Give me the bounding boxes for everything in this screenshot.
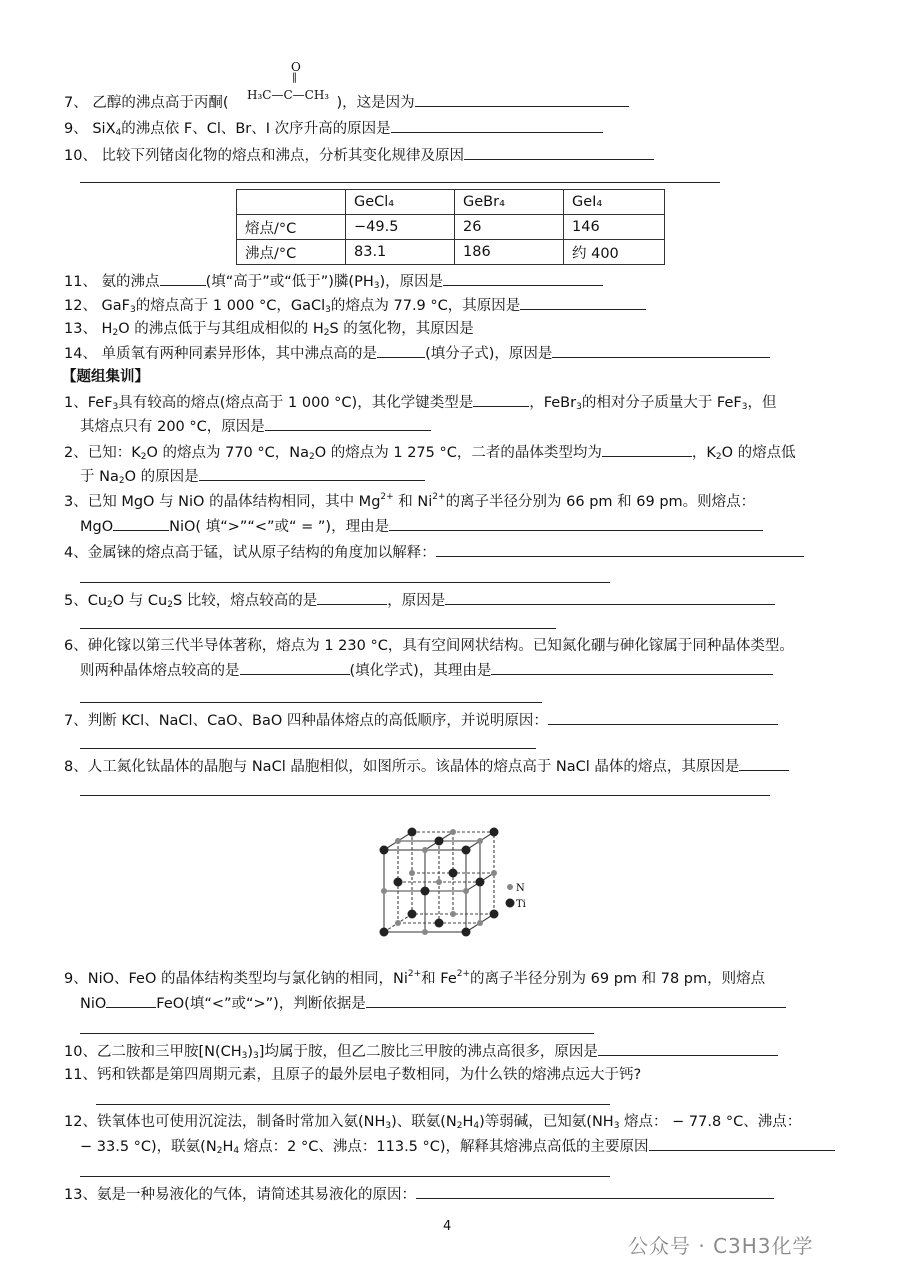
answer-blank[interactable] [416,1184,774,1199]
answer-line[interactable] [96,1104,610,1105]
t8-line: 8、人工氮化钛晶体的晶胞与 NaCl 晶胞相似，如图所示。该晶体的熔点高于 NaCl 晶体的熔点，其原因是 [64,756,789,777]
legend-n: N [516,883,525,894]
t3-line-2: MgO NiO( 填“>”“<”或“ = ”)，理由是 [80,516,763,537]
answer-blank[interactable] [199,466,425,481]
t9-line: 9、NiO、FeO 的晶体结构类型均与氯化钠的相同，$Ni^{2+}$和 $Fe^{2+}$的离子半径分别为 69 pm 和 78 pm，则熔点 [64,969,766,987]
answer-line[interactable] [80,702,542,703]
answer-blank[interactable] [265,416,431,431]
answer-line[interactable] [80,1033,594,1034]
answer-blank[interactable] [602,442,692,457]
t3-line: 3、已知 MgO 与 NiO 的晶体结构相同，其中 $Mg^{2+}$ 和 $Ni^{2+}$的离子半径分别为 66 pm 和 69 pm。则熔点： [64,492,756,510]
watermark: 公众号 · C3H3化学 [628,1234,814,1258]
answer-blank[interactable] [520,295,646,310]
answer-blank[interactable] [106,993,156,1008]
answer-blank[interactable] [443,271,603,286]
answer-blank[interactable] [649,1136,835,1151]
answer-blank[interactable] [445,590,775,605]
q14-line: 14、 单质氧有两种同素异形体，其中沸点高的是 (填分子式)，原因是 [64,343,770,364]
answer-blank[interactable] [436,542,804,557]
answer-blank[interactable] [552,343,770,358]
answer-blank[interactable] [415,92,629,107]
answer-blank[interactable] [366,993,786,1008]
t12-line-2: − 33.5 °C)，联氨($N_2H_4$ 熔点：2 °C、沸点：113.5 °C)，解释其熔沸点高低的主要原因 [80,1136,835,1157]
answer-blank[interactable] [160,271,206,286]
q12-line: 12、 GaF$_3$的熔点高于 1 000 °C，GaCl$_3$的熔点为 77.9 °C，其原因是 [64,295,646,316]
q10-line: 10、 比较下列锗卤化物的熔点和沸点，分析其变化规律及原因 [64,145,654,166]
t5-line: 5、$Cu_2O$ 与 $Cu_2S$ 比较，熔点较高的是 ，原因是 [64,590,775,611]
t11-line: 11、钙和铁都是第四周期元素，且原子的最外层电子数相同，为什么铁的熔沸点远大于钙? [64,1067,642,1083]
t4-line: 4、金属铼的熔点高于锰，试从原子结构的角度加以解释： [64,542,804,563]
answer-line[interactable] [80,795,770,796]
t7-line: 7、判断 KCl、NaCl、CaO、BaO 四种晶体熔点的高低顺序，并说明原因： [64,710,778,731]
q11-line: 11、 氨的沸点 (填“高于”或“低于”)膦$(PH_3)$，原因是 [64,271,603,292]
answer-line[interactable] [80,182,720,183]
page-number: 4 [443,1219,452,1234]
answer-blank[interactable] [464,145,654,160]
t2-line-2: 于 $Na_2O$ 的原因是 [80,466,425,487]
t6-line: 6、砷化镓以第三代半导体著称，熔点为 1 230 °C，具有空间网状结构。已知氮化硼与砷化镓属于同种晶体类型。 [64,638,794,654]
answer-blank[interactable] [598,1041,778,1056]
legend-ti: Ti [516,899,526,910]
answer-blank[interactable] [548,710,778,725]
t2-line: 2、已知：$K_2O$ 的熔点为 770 °C，$Na_2O$ 的熔点为 1 275 °C，二者的晶体类型均为 ，$K_2O$ 的熔点低 [64,442,796,463]
answer-blank[interactable] [739,756,789,771]
tin-crystal-figure [370,822,540,946]
germanium-halide-table: GeCl₄ GeBr₄ GeI₄ 熔点/°C −49.5 26 146 沸点/°C 83.1 186 约 400 [236,189,665,265]
answer-blank[interactable] [317,590,387,605]
q7-line: 7、 乙醇的沸点高于丙酮( )，这是因为 [64,92,629,113]
answer-line[interactable] [80,628,556,629]
t9-line-2: NiO FeO(填“<”或“>”)，判断依据是 [80,993,786,1014]
answer-blank[interactable] [491,660,773,675]
answer-blank[interactable] [240,660,350,675]
t1-line: 1、FeF$_3$具有较高的熔点(熔点高于 1 000 °C)，其化学键类型是 ，FeBr$_3$的相对分子质量大于 FeF$_3$，但 [64,392,776,413]
answer-blank[interactable] [473,392,529,407]
t1-line-2: 其熔点只有 200 °C，原因是 [80,416,431,437]
t13-line: 13、氨是一种易液化的气体，请简述其易液化的原因： [64,1184,774,1205]
acetone-structure: O ‖ H₃C—C—CH₃ [247,60,330,102]
t6-line-2: 则两种晶体熔点较高的是 (填化学式)，其理由是 [80,660,773,681]
q13-line: 13、 $H_2O$ 的沸点低于与其组成相似的 $H_2S$ 的氢化物，其原因是 [64,321,474,338]
answer-line[interactable] [80,1176,610,1177]
answer-line[interactable] [80,748,536,749]
answer-blank[interactable] [391,118,603,133]
answer-blank[interactable] [389,516,763,531]
t10-line: 10、乙二胺和三甲胺$[N(CH_3)_3]$均属于胺，但乙二胺比三甲胺的沸点高很多，原因是 [64,1041,778,1062]
section-title: 【题组集训】 [62,369,149,385]
t12-line: 12、铁氧体也可使用沉淀法，制备时常加入氨$(NH_3)$、联氨$(N_2H_4)$等弱碱，已知氨($NH_3$ 熔点： − 77.8 °C、沸点： [64,1114,802,1131]
answer-blank[interactable] [113,516,169,531]
q9-line: 9、 SiX$_4$的沸点依 F、Cl、Br、I 次序升高的原因是 [64,118,603,139]
answer-line[interactable] [80,582,610,583]
answer-blank[interactable] [377,343,425,358]
